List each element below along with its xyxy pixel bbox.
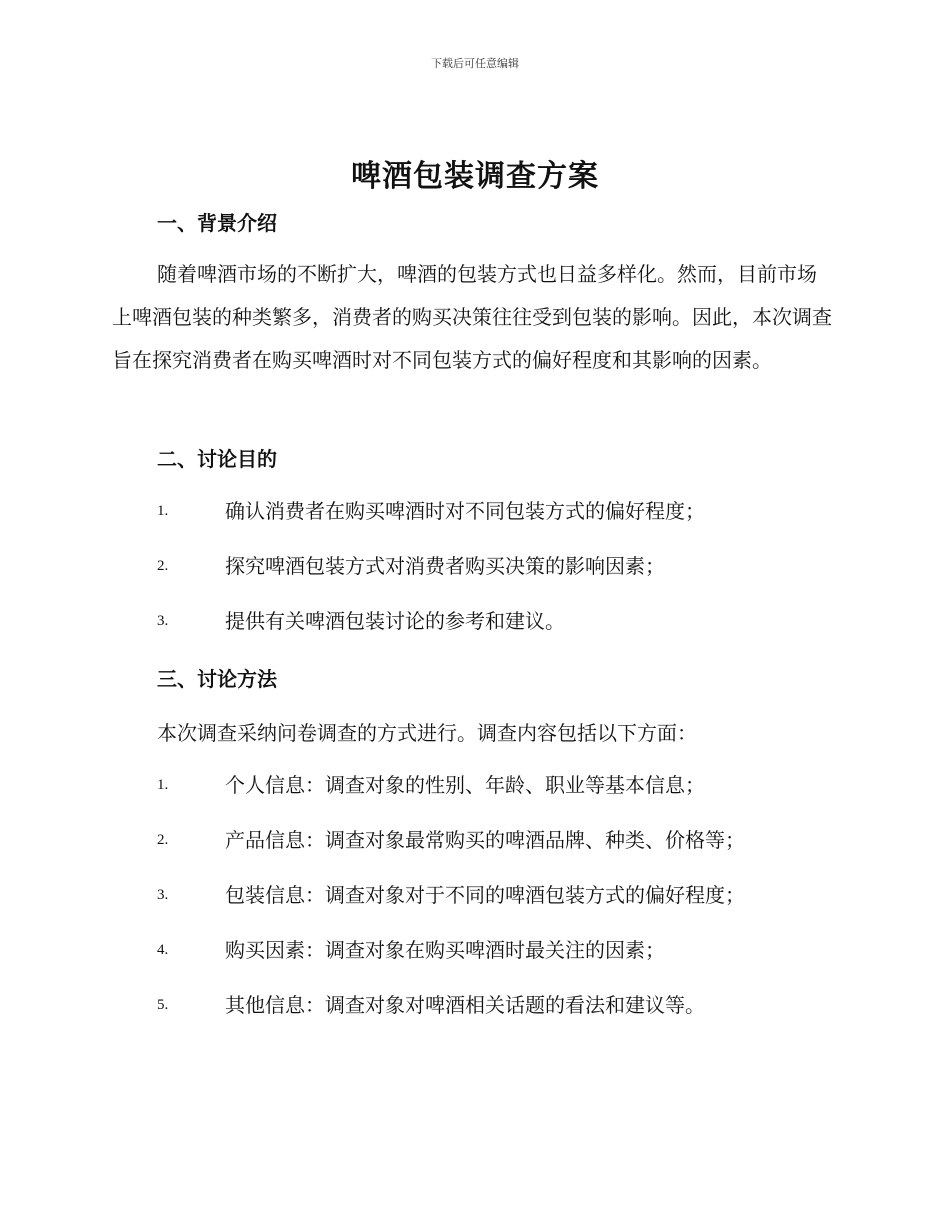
list-text: 确认消费者在购买啤酒时对不同包装方式的偏好程度；: [225, 499, 705, 523]
method-list-item: [157, 880, 857, 910]
method-list-item: [157, 935, 857, 965]
list-number: 5.: [157, 997, 169, 1013]
list-number: 2.: [157, 832, 169, 848]
list-number: 3.: [157, 613, 169, 629]
method-intro: 本次调查采纳问卷调查的方式进行。调查内容包括以下方面：: [157, 721, 697, 745]
list-text: 提供有关啤酒包装讨论的参考和建议。: [225, 609, 565, 633]
list-number: 2.: [157, 558, 169, 574]
purpose-list-item: [157, 606, 857, 636]
purpose-list-item: [157, 551, 857, 581]
list-text: 个人信息：调查对象的性别、年龄、职业等基本信息；: [225, 773, 705, 797]
section-heading-method: 三、讨论方法: [157, 667, 277, 691]
list-text: 探究啤酒包装方式对消费者购买决策的影响因素；: [225, 554, 665, 578]
document-title: 啤酒包装调查方案: [351, 159, 599, 194]
section-heading-background: 一、背景介绍: [157, 211, 277, 235]
list-text: 包装信息：调查对象对于不同的啤酒包装方式的偏好程度；: [225, 883, 745, 907]
list-number: 3.: [157, 887, 169, 903]
method-list-item: [157, 770, 857, 800]
list-text: 产品信息：调查对象最常购买的啤酒品牌、种类、价格等；: [225, 828, 745, 852]
method-list-item: [157, 825, 857, 855]
list-number: 4.: [157, 942, 169, 958]
list-number: 1.: [157, 503, 169, 519]
list-text: 购买因素：调查对象在购买啤酒时最关注的因素；: [225, 938, 665, 962]
header-note: 下载后可任意编辑: [431, 57, 519, 70]
purpose-list-item: [157, 496, 857, 526]
section-heading-purpose: 二、讨论目的: [157, 447, 277, 471]
list-number: 1.: [157, 777, 169, 793]
background-paragraph: 随着啤酒市场的不断扩大，啤酒的包装方式也日益多样化。然而，目前市场上啤酒包装的种类繁多，消费者的购买决策往往受到包装的影响。因此，本次调查旨在探究消费者在购买啤酒时对不同包装方式的偏好程度和其影响的因素。: [112, 262, 832, 372]
method-list-item: [157, 990, 857, 1020]
list-text: 其他信息：调查对象对啤酒相关话题的看法和建议等。: [225, 993, 705, 1017]
